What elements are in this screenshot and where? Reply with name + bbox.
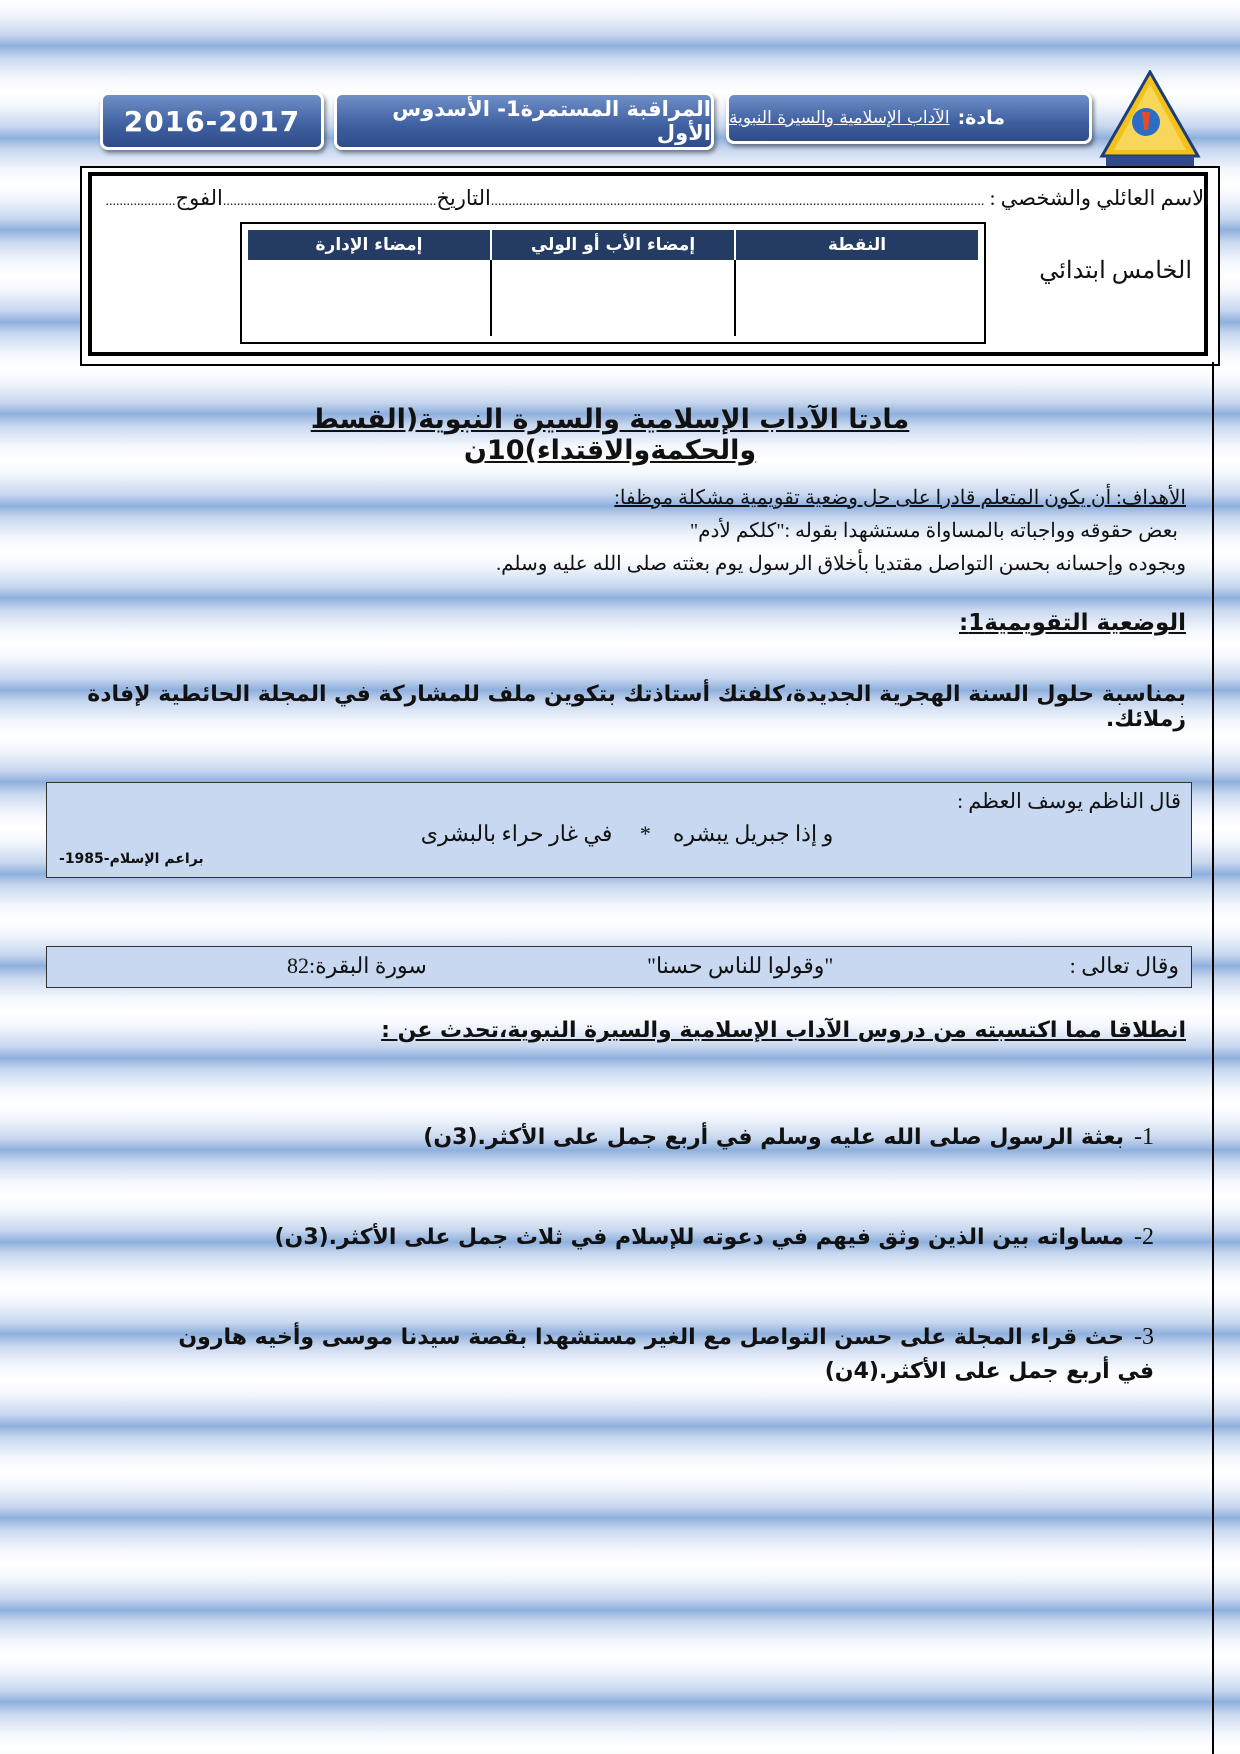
question-text: مساواته بين الذين وثق فيهم في دعوته للإسلام في ثلاث جمل على الأكثر.(3ن): [274, 1225, 1124, 1250]
question-text: حث قراء المجلة على حسن التواصل مع الغير مستشهدا بقصة سيدنا موسى وأخيه هارون في أربع جمل على الأكثر.(4ن): [178, 1325, 1154, 1384]
date-label: التاريخ: [436, 186, 491, 210]
question-number: 1-: [1134, 1124, 1154, 1150]
score-header-grade: النقطة: [734, 230, 978, 260]
objectives-line-2: بعض حقوقه وواجباته بالمساواة مستشهدا بقوله :"كلكم لأدم": [689, 520, 1178, 542]
situation-intro: بمناسبة حلول السنة الهجرية الجديدة،كلفتك أستاذتك بتكوين ملف للمشاركة في المجلة الحائطية لإفادة زملائك.: [87, 682, 1186, 732]
student-info-line: [105, 186, 1210, 211]
verse-quote-box: [46, 946, 1192, 988]
task-prompt: انطلاقا مما اكتسبته من دروس الآداب الإسلامية والسيرة النبوية،تحدث عن :: [381, 1018, 1186, 1043]
question-2: [144, 1220, 1154, 1255]
exam-title: مادتا الآداب الإسلامية والسيرة النبوية(القسط والحكمةوالاقتداء)10ن: [310, 404, 910, 466]
evaluation-badge: المراقبة المستمرة1- الأسدوس الأول: [334, 92, 714, 150]
score-header-parent-signature: إمضاء الأب أو الولي: [490, 230, 734, 260]
name-label: الاسم العائلي والشخصي :: [989, 186, 1210, 210]
school-year-badge: 2016-2017: [100, 92, 324, 150]
poem-source: براعم الإسلام-1985-: [59, 851, 204, 867]
score-table-body: [248, 260, 978, 336]
subject-key: مادة:: [957, 107, 1006, 129]
objectives-line-3: وبجوده وإحسانه بحسن التواصل مقتديا بأخلاق الرسول يوم بعثته صلى الله عليه وسلم.: [496, 553, 1186, 575]
verse-source: سورة البقرة:82: [287, 953, 427, 978]
group-field[interactable]: ....................: [105, 194, 176, 209]
page-right-border: [1212, 362, 1214, 1754]
poem-verse: و إذا جبريل يبشره * في غار حراء بالبشرى: [420, 821, 834, 846]
date-field[interactable]: .............................................................: [222, 194, 437, 209]
parent-signature-cell[interactable]: [490, 260, 734, 336]
score-header-admin-signature: إمضاء الإدارة: [315, 235, 423, 255]
score-table-header: [248, 230, 978, 260]
grade-cell[interactable]: [734, 260, 978, 336]
group-label: الفوج: [175, 186, 223, 210]
poem-quote-box: [46, 782, 1192, 878]
objectives: [66, 482, 1186, 581]
name-field[interactable]: .............................................................................................................................................: [490, 194, 985, 209]
objectives-line-1: الأهداف: أن يكون المتعلم قادرا على حل وضعية تقويمية مشكلة موظفا:: [614, 487, 1186, 509]
situation-title: الوضعية التقويمية1:: [959, 610, 1186, 636]
poem-intro: قال الناظم يوسف العظم :: [957, 789, 1181, 813]
subject-value: الآداب الإسلامية والسيرة النبوية: [729, 108, 950, 128]
school-logo-icon: [1098, 70, 1202, 168]
verse-text: "وقولوا للناس حسنا": [647, 953, 834, 978]
score-table: [240, 222, 986, 344]
question-1: [144, 1120, 1154, 1155]
grade-level: الخامس ابتدائي: [1039, 258, 1192, 284]
admin-signature-cell[interactable]: [248, 260, 490, 336]
verse-intro: وقال تعالى :: [1069, 953, 1179, 978]
question-number: 3-: [1134, 1324, 1154, 1350]
question-number: 2-: [1134, 1224, 1154, 1250]
question-text: بعثة الرسول صلى الله عليه وسلم في أربع جمل على الأكثر.(3ن): [423, 1125, 1124, 1150]
subject-badge: [726, 92, 1092, 144]
question-3: [144, 1320, 1154, 1389]
